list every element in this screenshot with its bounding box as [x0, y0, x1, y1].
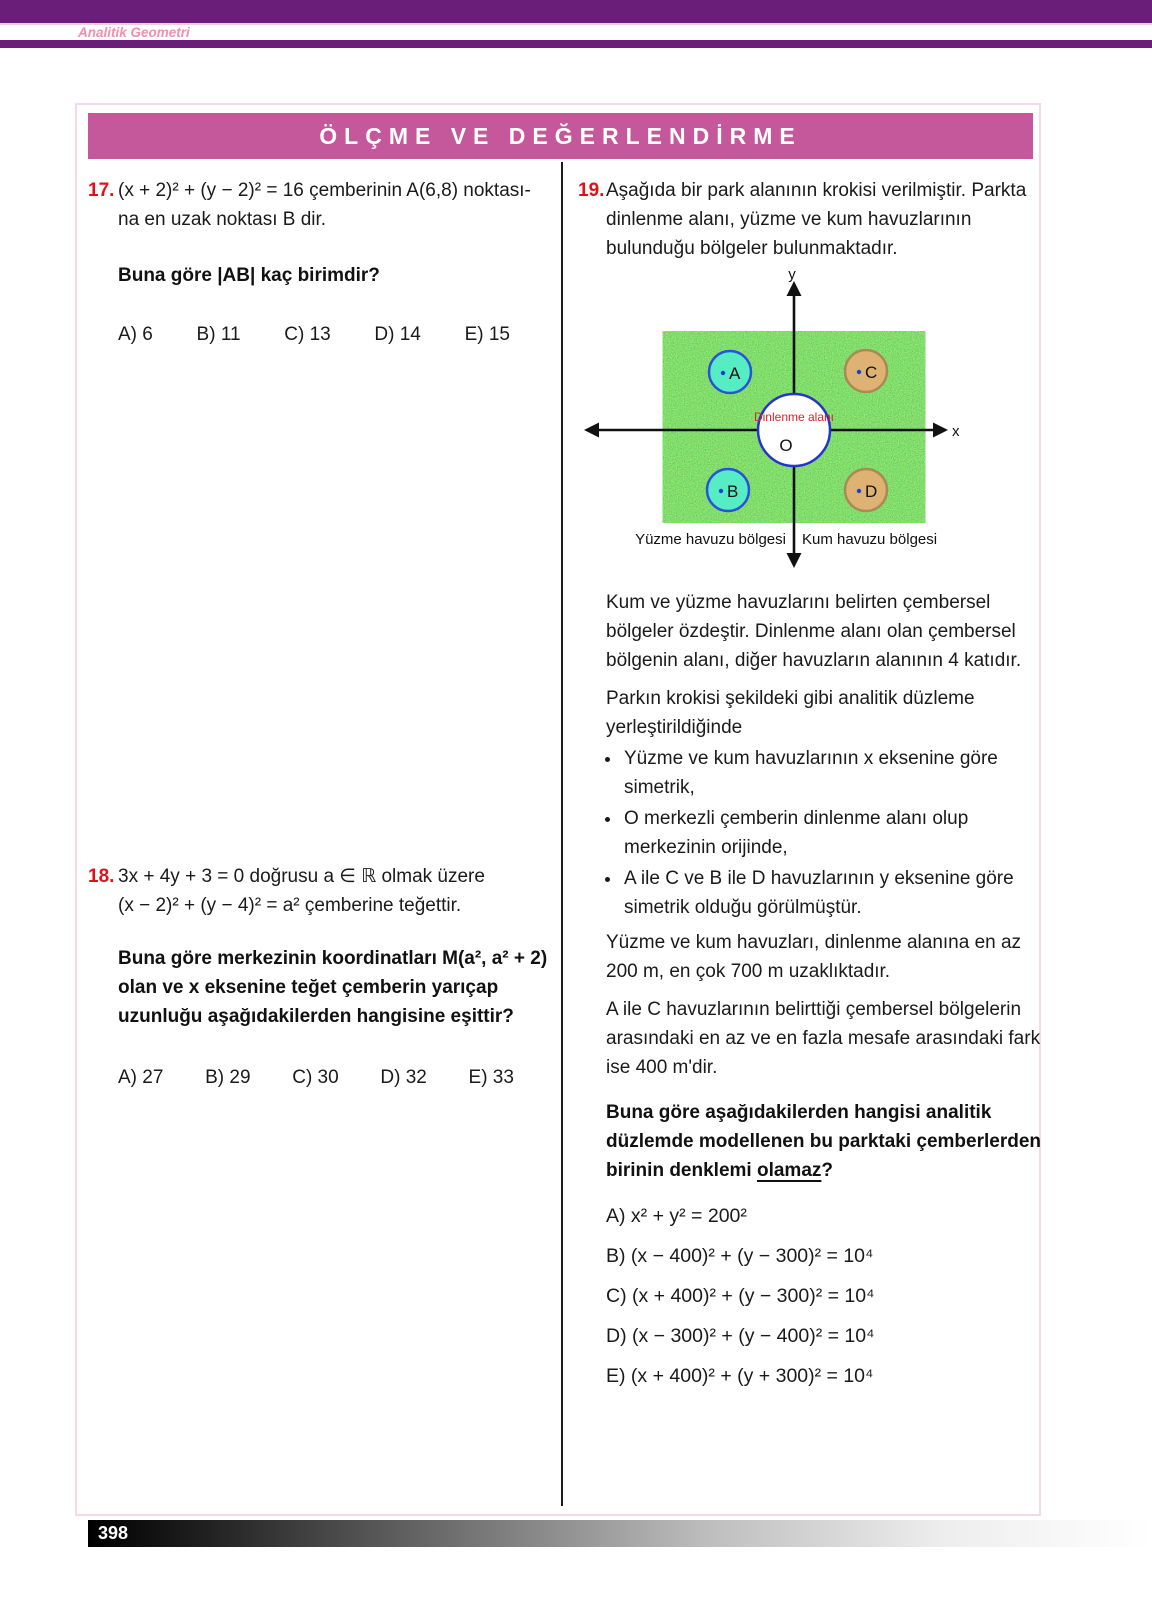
question-18-prompt: Buna göre merkezinin koordinatları M(a², a² + 2) olan ve x eksenine teğet çemberin yarıçap uzunluğu aşağıdakilerden hangisine eşittir? [118, 948, 548, 1027]
figure-caption-left: Yüzme havuzu bölgesi [635, 531, 786, 548]
question-18-line1: 3x + 4y + 3 = 0 doğrusu a ∈ ℝ olmak üzere [118, 866, 485, 887]
question-19-para1: Kum ve yüzme havuzlarını belirten çembersel bölgeler özdeştir. Dinlenme alanı olan çembersel bölgenin alanı, diğer havuzların alanının 4 katıdır. [606, 592, 1022, 671]
breadcrumb: Analitik Geometri [78, 25, 190, 40]
question-19-para2: Parkın krokisi şekildeki gibi analitik düzleme yerleştirildiğinde [606, 688, 975, 738]
option-d: D) (x − 300)² + (y − 400)² = 10⁴ [606, 1325, 875, 1347]
pool-b-center-dot [719, 489, 723, 493]
option-d: D) 32 [380, 1067, 427, 1088]
prompt-suffix: ? [821, 1160, 834, 1181]
question-18-number: 18. [88, 866, 115, 887]
question-19-intro: Aşağıda bir park alanının krokisi verilmiştir. Parkta dinlenme alanı, yüzme ve kum havuzlarının bulunduğu bölgeler bulunmaktadır. [606, 180, 1027, 259]
bullet-item: • O merkezli çemberin dinlenme alanı olup merkezinin orijinde, [622, 804, 1044, 862]
option-b: B) (x − 400)² + (y − 300)² = 10⁴ [606, 1245, 874, 1267]
question-17-options [118, 320, 510, 349]
page-number-bar [88, 1520, 1152, 1547]
question-18-stem [88, 862, 550, 920]
rest-area-circle [758, 394, 830, 466]
header-bar-top [0, 0, 1152, 25]
option-c: C) 30 [292, 1067, 339, 1088]
question-17-number: 17. [88, 180, 115, 201]
rest-area-label: Dinlenme alanı [753, 410, 835, 424]
question-19-para3: Yüzme ve kum havuzları, dinlenme alanına en az 200 m, en çok 700 m uzaklıktadır. [606, 932, 1022, 982]
option-b: B) 29 [205, 1067, 251, 1088]
pool-d-label: D [865, 482, 878, 501]
prompt-underlined-word: olamaz [756, 1160, 822, 1181]
question-17-line1: (x + 2)² + (y − 2)² = 16 çemberinin A(6,8) noktası- [118, 180, 531, 201]
question-19-number: 19. [578, 180, 605, 201]
question-19-stem [578, 176, 1044, 263]
y-axis-label: y [788, 269, 796, 283]
y-axis-bottom-arrow-icon [787, 553, 802, 568]
park-figure-svg [580, 269, 1000, 569]
x-axis-left-arrow-icon [584, 423, 599, 438]
header-bar-bottom [0, 40, 1152, 48]
origin-label: O [779, 436, 793, 455]
figure-caption-right: Kum havuzu bölgesi [802, 531, 938, 548]
section-title-bar [88, 113, 1033, 159]
option-c: C) 13 [284, 324, 331, 345]
question-18 [88, 862, 550, 1092]
header-strip [0, 25, 1152, 40]
park-figure [580, 269, 1044, 578]
page-number: 398 [98, 1523, 129, 1543]
y-axis-top-arrow-icon [787, 281, 802, 296]
question-19-prompt [578, 1098, 1044, 1185]
question-18-line2: (x − 2)² + (y − 4)² = a² çemberine teğettir. [118, 895, 462, 916]
pool-d-center-dot [857, 489, 861, 493]
prompt-prefix: Buna göre aşağıdakilerden hangisi analitik düzlemde modellenen bu parktaki çemberlerden birinin denklemi [606, 1102, 1042, 1181]
question-17-stem [88, 176, 550, 234]
question-19-para4: A ile C havuzlarının belirttiği çembersel bölgelerin arasındaki en az ve en fazla mesafe arasındaki fark ise 400 m'dir. [606, 999, 1041, 1078]
pool-a-center-dot [721, 371, 725, 375]
question-18-options [118, 1063, 514, 1092]
option-e: E) (x + 400)² + (y + 300)² = 10⁴ [606, 1365, 874, 1387]
option-c: C) (x + 400)² + (y − 300)² = 10⁴ [606, 1285, 875, 1307]
option-a: A) x² + y² = 200² [606, 1205, 747, 1227]
option-a: A) 6 [118, 324, 153, 345]
x-axis-right-arrow-icon [933, 423, 948, 438]
pool-c-label: C [865, 363, 878, 382]
option-e: E) 15 [464, 324, 510, 345]
option-e: E) 33 [468, 1067, 514, 1088]
x-axis-label: x [952, 423, 960, 440]
option-b: B) 11 [196, 324, 241, 345]
pool-a-label: A [729, 364, 741, 383]
question-17 [88, 176, 550, 349]
question-17-line2: na en uzak noktası B dir. [118, 209, 327, 230]
question-19-options [578, 1203, 1044, 1389]
pool-c-center-dot [857, 370, 861, 374]
pool-b-label: B [727, 482, 739, 501]
section-title: ÖLÇME VE DEĞERLENDİRME [319, 123, 802, 149]
question-19 [578, 176, 1044, 1403]
option-a: A) 27 [118, 1067, 164, 1088]
bullet-item: • Yüzme ve kum havuzlarının x eksenine göre simetrik, [622, 744, 1044, 802]
column-divider [561, 162, 563, 1506]
question-17-prompt: Buna göre |AB| kaç birimdir? [118, 265, 380, 286]
question-19-bullets [578, 744, 1044, 922]
bullet-item: • A ile C ve B ile D havuzlarının y eksenine göre simetrik olduğu görülmüştür. [622, 864, 1044, 922]
option-d: D) 14 [374, 324, 421, 345]
